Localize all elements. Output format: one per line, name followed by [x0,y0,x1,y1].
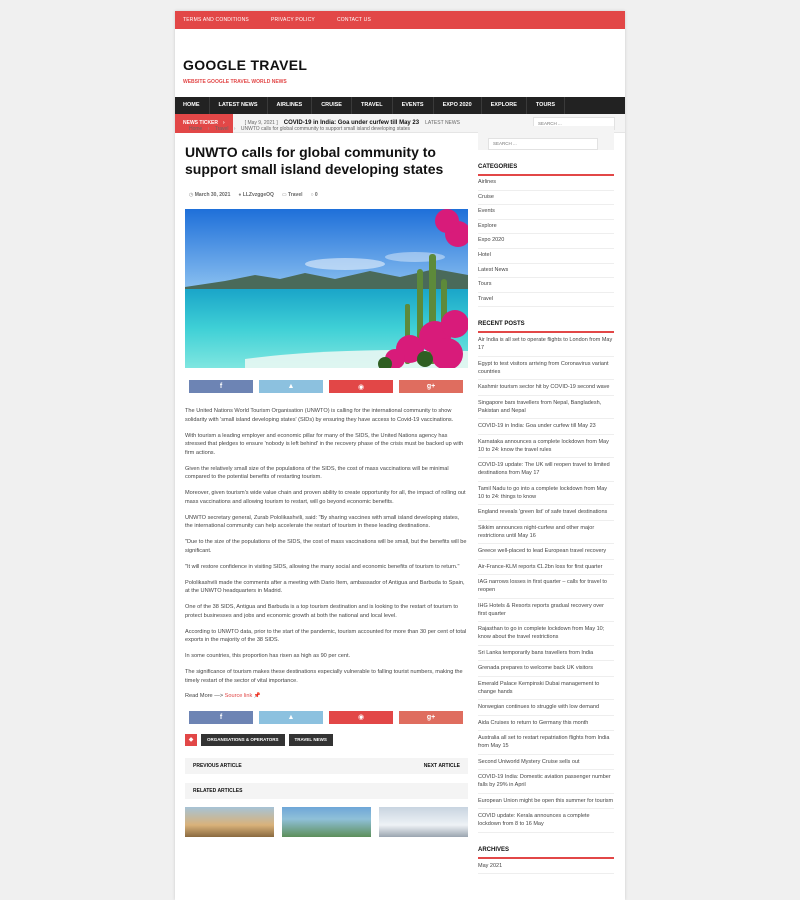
recent-post-item[interactable]: Karnataka announces a complete lockdown from May 10 to 24: know the travel rules [478,435,614,459]
recent-post-item[interactable]: Emerald Palace Kempinski Dubai management to change hands [478,677,614,701]
breadcrumb-home[interactable]: Home [189,126,203,132]
article-paragraph: Moreover, given tourism's wide value chain and proven ability to create opportunity for all, the impact of rolling out mass vaccinations and allowing tourism to restart, will go beyond economic benefits. [185,490,466,505]
recent-post-item[interactable]: Tamil Nadu to go into a complete lockdown from May 10 to 24: things to know [478,482,614,506]
recent-post-item[interactable]: IAG narrows losses in first quarter – calls for travel to reopen [478,575,614,599]
article-body [185,407,468,699]
categories-title: CATEGORIES [478,164,614,176]
article-paragraph: Given the relatively small size of the populations of the SIDS, the cost of mass vaccinations will be minimal compared to the potential benefits of restarting tourism. [185,465,449,480]
ticker-date: [ May 9, 2021 ] [244,120,278,126]
article-date: March 30, 2021 [194,192,231,198]
category-meta [282,192,303,198]
recent-post-item[interactable]: Norwegian continues to struggle with low demand [478,700,614,716]
recent-post-item[interactable]: COVID-19 update: The UK will reopen travel to limited destinations from May 17 [478,458,614,482]
article-hero-image [185,209,468,368]
post-navigation [185,758,468,774]
folder-icon: ▭ [281,192,287,198]
share-bar-bottom [185,711,468,724]
recent-posts-list [478,333,614,833]
recent-post-item[interactable]: European Union might be open this summer for tourism [478,794,614,810]
article-comments[interactable]: 0 [314,192,318,198]
related-articles-heading: RELATED ARTICLES [185,783,468,799]
article-paragraph: In some countries, this proportion has risen as high as 90 per cent. [185,653,351,659]
category-item[interactable]: Cruise [478,191,614,206]
nav-explore[interactable]: EXPLORE [482,97,527,114]
ticker-headline[interactable]: COVID-19 in India: Goa under curfew till May 23 [283,120,420,126]
google-plus-share-button[interactable] [399,711,463,724]
recent-posts-title: RECENT POSTS [478,321,614,333]
related-articles [185,807,468,837]
comment-icon: ○ [310,192,314,198]
date-meta [189,192,230,198]
article-paragraph: "It will restore confidence in visiting SIDS, allowing the many social and economic benefits of tourism to return." [185,563,460,570]
breadcrumb-separator: › [233,126,236,132]
clock-icon: ◷ [189,192,194,198]
pinterest-icon: ◉ [357,383,365,391]
sidebar-search-input[interactable] [488,138,598,150]
related-thumbnail[interactable] [379,807,468,837]
facebook-icon: f [219,383,223,390]
categories-list [478,176,614,307]
breadcrumb-separator: › [207,126,210,132]
tag-travel-news[interactable]: TRAVEL NEWS [289,734,333,746]
pinterest-icon: ◉ [357,714,365,721]
article-paragraph: The United Nations World Tourism Organisation (UNWTO) is calling for the international community to show solidarity with 'small island developing states' (SIDs) by ensuring they have access to Covid-19 vaccinations. [185,408,454,423]
main-nav [175,97,625,114]
category-item[interactable]: Tours [478,278,614,293]
pinterest-share-button[interactable] [329,711,393,724]
nav-latest-news[interactable]: LATEST NEWS [210,97,268,114]
recent-post-item[interactable]: COVID-19 in India: Goa under curfew till May 23 [478,419,614,435]
recent-post-item[interactable]: IHG Hotels & Resorts reports gradual recovery over first quarter [478,599,614,623]
recent-post-item[interactable]: Air India is all set to operate flights to London from May 17 [478,333,614,357]
sidebar-search [478,126,614,150]
ticker-category[interactable]: LATEST NEWS [425,120,460,126]
breadcrumb-current: UNWTO calls for global community to support small island developing states [240,126,411,132]
breadcrumb-travel[interactable]: Travel [214,126,229,132]
next-article-link[interactable]: NEXT ARTICLE [423,762,460,769]
site-title[interactable]: GOOGLE TRAVEL [183,57,308,73]
article-tags [185,734,468,746]
category-item[interactable]: Expo 2020 [478,234,614,249]
article-paragraph: The significance of tourism makes these destinations especially vulnerable to falling tourist numbers, making the timely restart of the sector of vital importance. [185,669,463,684]
twitter-icon: ▲ [287,713,295,721]
recent-post-item[interactable]: Air-France-KLM reports €1.2bn loss for first quarter [478,560,614,576]
nav-cruise[interactable]: CRUISE [312,97,352,114]
read-more: Read More —> Source link 📌 [185,692,261,699]
top-bar [175,11,625,29]
recent-post-item[interactable]: Egypt to test visitors arriving from Coronavirus variant countries [478,357,614,381]
sidebar [478,126,614,874]
author-meta [238,192,274,198]
archives-title: ARCHIVES [478,847,614,859]
twitter-share-button[interactable] [259,711,323,724]
user-icon: ● [238,192,242,198]
google-plus-icon: g+ [426,383,436,390]
google-plus-share-button[interactable] [399,380,463,393]
archives-list [478,859,614,875]
recent-post-item[interactable]: Rajasthan to go in complete lockdown from May 10; know about the travel restrictions [478,622,614,646]
article-paragraph: With tourism a leading employer and economic pillar for many of the SIDS, the United Nations agency has stressed that pledges to ensure 'nobody is left behind' in the recovery phase of the crisis must be backed up with firm actions. [185,432,464,456]
contact-link[interactable]: CONTACT US [336,17,372,23]
nav-airlines[interactable]: AIRLINES [268,97,313,114]
twitter-share-button[interactable] [259,380,323,393]
article-meta [189,192,468,198]
twitter-icon: ▲ [287,383,295,390]
article-author[interactable]: LLZvzggeOQ [242,192,274,198]
recent-post-item[interactable]: Second Uniworld Mystery Cruise sells out [478,755,614,771]
article-paragraph: UNWTO secretary general, Zurab Pololikashvili, said: "By sharing vaccines with small island developing states, the international community can help accelerate the restart of tourism in these leading destinations. [185,514,460,529]
category-item[interactable]: Hotel [478,249,614,264]
recent-post-item[interactable]: Greece well-placed to lead European travel recovery [478,544,614,560]
category-item[interactable]: Explore [478,220,614,235]
site-branding [175,29,625,97]
beach-photo [185,209,468,368]
recent-post-item[interactable]: Aida Cruises to return to Germany this month [478,716,614,732]
archive-item[interactable]: May 2021 [478,859,614,875]
google-plus-icon: g+ [426,713,436,721]
facebook-share-button[interactable] [189,711,253,724]
category-item[interactable]: Airlines [478,176,614,191]
pinterest-share-button[interactable] [329,380,393,393]
previous-article-link[interactable]: PREVIOUS ARTICLE [193,762,242,769]
nav-home[interactable]: HOME [175,97,210,114]
nav-expo-2020[interactable]: EXPO 2020 [434,97,482,114]
nav-events[interactable]: EVENTS [393,97,434,114]
nav-tours[interactable]: TOURS [527,97,565,114]
nav-travel[interactable]: TRAVEL [352,97,393,114]
site-tagline: WEBSITE GOOGLE TRAVEL WORLD NEWS [183,79,287,85]
article-paragraph: One of the 38 SIDS, Antigua and Barbuda is a top tourism destination and is looking to the restart of tourism to protect businesses and jobs and economic growth at both the national and local level. [185,604,459,619]
recent-post-item[interactable]: Australia all set to restart repatriation flights from India from May 15 [478,731,614,755]
article-paragraph: According to UNWTO data, prior to the start of the pandemic, tourism accounted for more than 30 per cent of total exports in the majority of the 38 SIDS. [185,628,467,643]
recent-post-item[interactable]: Grenada prepares to welcome back UK visitors [478,661,614,677]
recent-post-item[interactable]: England reveals 'green list' of safe travel destinations [478,505,614,521]
share-bar-top [185,380,468,393]
breadcrumb [189,126,468,132]
facebook-icon: f [219,713,223,721]
category-item[interactable]: Travel [478,293,614,308]
privacy-link[interactable]: PRIVACY POLICY [270,17,315,23]
article-paragraph: "Due to the size of the populations of the SIDS, the cost of mass vaccinations will be small, but the benefits will be significant. [185,539,467,554]
category-item[interactable]: Events [478,205,614,220]
recent-post-item[interactable]: Sri Lanka temporarily bans travellers from India [478,646,614,662]
pin-icon: 📌 [253,692,261,699]
related-thumbnail[interactable] [282,807,371,837]
recent-post-item[interactable]: Singapore bars travellers from Nepal, Bangladesh, Pakistan and Nepal [478,396,614,420]
chevron-right-icon: › [223,119,225,126]
article-paragraph: Pololikashvili made the comments after a meeting with Dario Item, ambassador of Antigua and Barbuda to Spain, at the UNWTO headquarters in Madrid. [185,579,465,594]
facebook-share-button[interactable] [189,380,253,393]
recent-post-item[interactable]: Sikkim announces night-curfew and other major restrictions until May 16 [478,521,614,545]
article-title: UNWTO calls for global community to support small island developing states [185,144,444,177]
tag-icon: ◆ [185,734,197,746]
recent-post-item[interactable]: Kashmir tourism sector hit by COVID-19 second wave [478,380,614,396]
category-item[interactable]: Latest News [478,264,614,279]
article-column [185,126,468,837]
page-wrapper [175,11,625,900]
ticker-label: NEWS TICKER › [175,114,233,133]
recent-post-item[interactable]: COVID-19 India: Domestic aviation passenger number falls by 29% in April [478,770,614,794]
article-category[interactable]: Travel [288,192,303,198]
related-thumbnail[interactable] [185,807,274,837]
source-link[interactable]: Source link [224,692,253,699]
comments-meta [311,192,318,198]
terms-link[interactable]: TERMS AND CONDITIONS [183,17,249,23]
tag-organisations-operators[interactable]: ORGANISATIONS & OPERATORS [201,734,285,746]
recent-post-item[interactable]: COVID update: Kerala announces a complete lockdown from 8 to 16 May [478,809,614,833]
